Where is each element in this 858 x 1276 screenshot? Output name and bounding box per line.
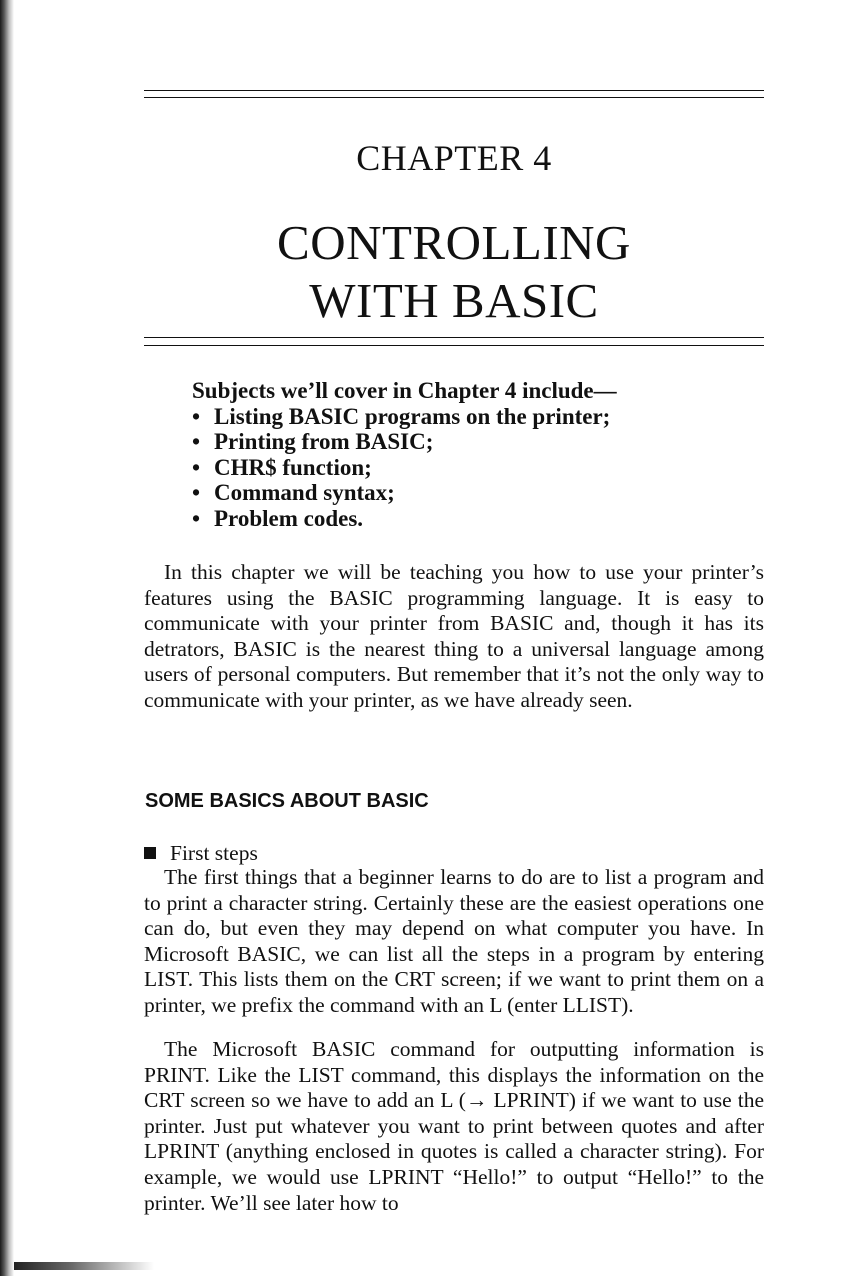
subject-item: • Printing from BASIC; bbox=[192, 429, 752, 455]
page-binding-shadow bbox=[0, 0, 14, 1276]
chapter-title bbox=[144, 214, 764, 330]
subjects-list bbox=[192, 404, 752, 532]
subject-item: • Command syntax; bbox=[192, 480, 752, 506]
subjects-box bbox=[192, 378, 752, 532]
bottom-rule bbox=[144, 337, 764, 338]
subheading-text: First steps bbox=[170, 841, 258, 865]
bottom-rule-inner bbox=[144, 345, 764, 346]
square-bullet-icon bbox=[144, 847, 156, 859]
subject-item: • Listing BASIC programs on the printer; bbox=[192, 404, 752, 430]
intro-paragraph: In this chapter we will be teaching you how to use your printer’s features using the BASIC programming language. It is easy to communicate with your printer from BASIC and, though it has its detrators, BASIC is the nearest thing to a universal language among users of personal computers. But remember that it’s not the only way to communicate with your printer, as we have already seen. bbox=[144, 560, 764, 712]
chapter-title-line-1: CONTROLLING bbox=[277, 215, 631, 270]
subject-item: • Problem codes. bbox=[192, 506, 752, 532]
subject-item: • CHR$ function; bbox=[192, 455, 752, 481]
body-paragraph-1: The first things that a beginner learns to do are to list a program and to print a character string. Certainly these are the easiest operations one can do, but even they may depend on what computer you have. In Microsoft BASIC, we can list all the steps in a program by entering LIST. This lists them on the CRT screen; if we want to print them on a printer, we prefix the command with an L (enter LLIST). bbox=[144, 865, 764, 1017]
body-paragraph-2: The Microsoft BASIC command for outputting information is PRINT. Like the LIST command, this displays the information on the CRT screen so we have to add an L (→ LPRINT) if we want to use the printer. Just put whatever you want to print between quotes and after LPRINT (anything enclosed in quotes is called a character string). For example, we would use LPRINT “Hello!” to output “Hello!” to the printer. We’ll see later how to bbox=[144, 1037, 764, 1215]
chapter-title-line-2: WITH BASIC bbox=[309, 273, 599, 328]
top-rule bbox=[144, 90, 764, 91]
scan-artifact bbox=[14, 1262, 154, 1270]
chapter-label: CHAPTER 4 bbox=[356, 138, 552, 178]
top-rule-inner bbox=[144, 97, 764, 98]
section-heading: SOME BASICS ABOUT BASIC bbox=[145, 790, 429, 812]
subjects-intro: Subjects we’ll cover in Chapter 4 include— bbox=[192, 378, 617, 403]
subheading bbox=[144, 841, 258, 867]
